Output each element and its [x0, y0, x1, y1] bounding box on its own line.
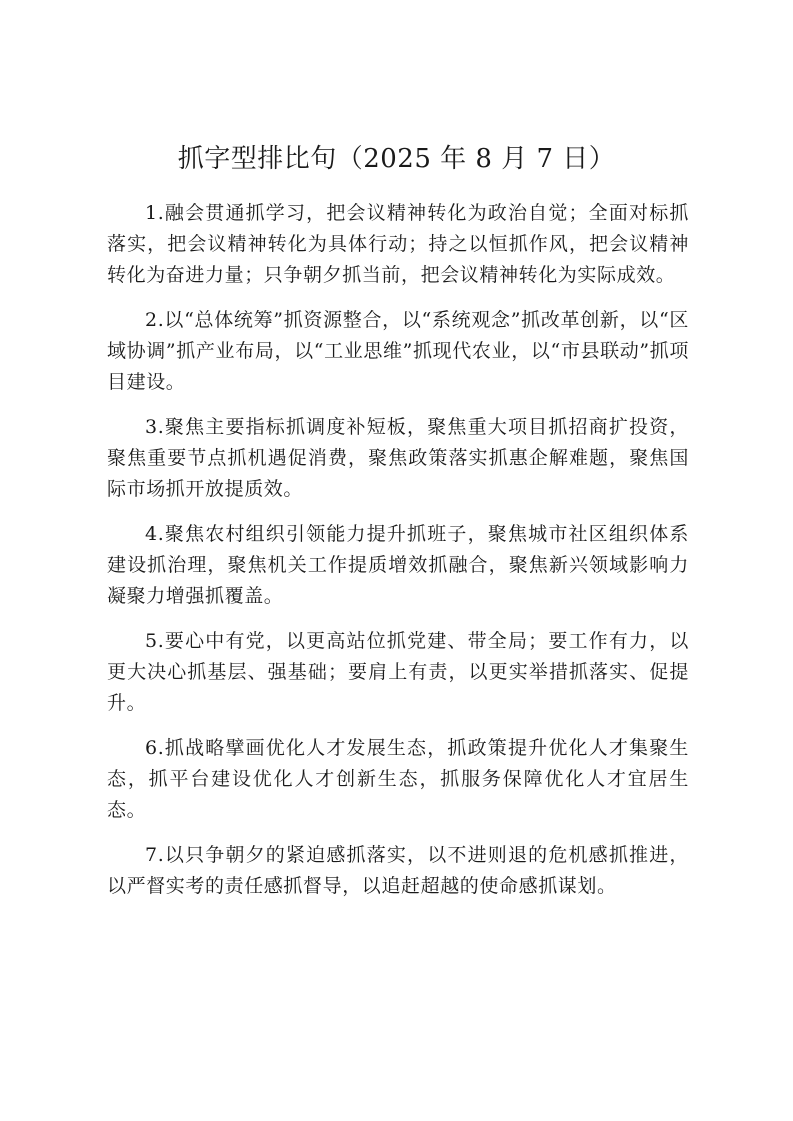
- paragraph-5: 5.要心中有党，以更高站位抓党建、带全局；要工作有力，以更大决心抓基层、强基础；要肩上有责，以更实举措抓落实、促提升。: [107, 630, 689, 714]
- document-body: [107, 198, 689, 916]
- paragraph-7: 7.以只争朝夕的紧迫感抓落实，以不进则退的危机感抓推进，以严督实考的责任感抓督导，以追赶超越的使命感抓谋划。: [107, 844, 689, 897]
- document-title: 抓字型排比句（2025 年 8 月 7 日）: [177, 144, 616, 174]
- paragraph-4: 4.聚焦农村组织引领能力提升抓班子，聚焦城市社区组织体系建设抓治理，聚焦机关工作提质增效抓融合，聚焦新兴领域影响力凝聚力增强抓覆盖。: [107, 523, 689, 607]
- paragraph-3: 3.聚焦主要指标抓调度补短板，聚焦重大项目抓招商扩投资，聚焦重要节点抓机遇促消费，聚焦政策落实抓惠企解难题，聚焦国际市场抓开放提质效。: [107, 416, 689, 500]
- paragraph-1: 1.融会贯通抓学习，把会议精神转化为政治自觉；全面对标抓落实，把会议精神转化为具体行动；持之以恒抓作风，把会议精神转化为奋进力量；只争朝夕抓当前，把会议精神转化为实际成效。: [107, 202, 689, 286]
- paragraph-6: 6.抓战略擘画优化人才发展生态，抓政策提升优化人才集聚生态，抓平台建设优化人才创新生态，抓服务保障优化人才宜居生态。: [107, 737, 689, 821]
- paragraph-2: 2.以“总体统筹”抓资源整合，以“系统观念”抓改革创新，以“区域协调”抓产业布局，以“工业思维”抓现代农业，以“市县联动”抓项目建设。: [107, 309, 689, 393]
